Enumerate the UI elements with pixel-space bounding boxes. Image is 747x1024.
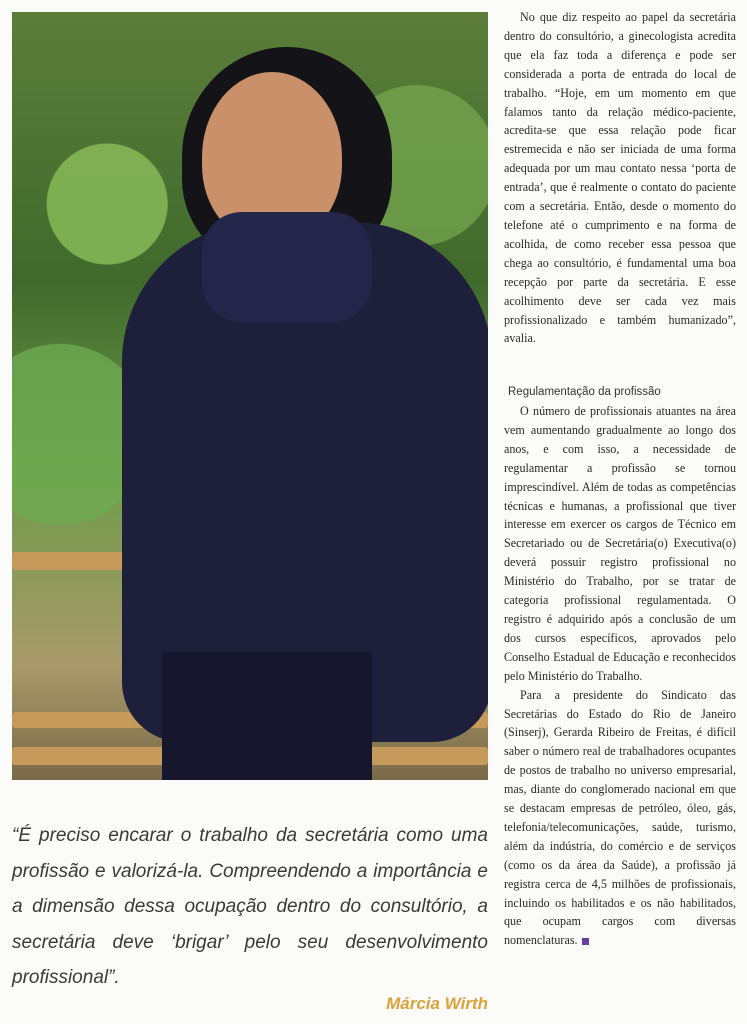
- article-paragraph: No que diz respeito ao papel da secretária dentro do consultório, a ginecologista acredita que ela faz toda a diferença e pode ser considerada a porta de entrada do local de trabalho. “Hoje, em um momento em que falamos tanto da relação médico-paciente, acredita-se que essa relação pode ficar estremecida e não ser iniciada de uma forma adequada por um mau contato nessa ‘porta de entrada’, que é realmente o contato do paciente com a secretária. Então, desde o momento do telefone até o cumprimento e na forma de acolhida, de como receber essa pessoa que chega ao consultório, é fundamental uma boa recepção por parte da secretária. E esse acolhimento deve ser cada vez mais profissionalizado e também humanizado”, avalia.: [504, 10, 736, 346]
- quote-author: Márcia Wirth: [386, 994, 488, 1013]
- pull-quote: “É preciso encarar o trabalho da secretária como uma profissão e valorizá-la. Compreendendo a importância e a dimensão dessa ocupação dentro do consultório, a secretária deve ‘brigar’ pelo seu desenvolvimento profissional”.: [12, 825, 488, 988]
- article-paragraph-last: [504, 686, 736, 951]
- article-paragraph: O número de profissionais atuantes na área vem aumentando gradualmente ao longo dos anos, e com isso, a necessidade de regulamentar a profissão se tornou imprescindível. Além de todas as competências técnicas e humanas, a profissional que tiver interesse em exercer os cargos de Técnico em Secretariado ou de Secretária(o) Executiva(o) deverá possuir registro profissional no Ministério do Trabalho, por se tratar de categoria profissional regulamentada. O registro é adquirido após a conclusão de um dos cursos específicos, aprovados pelo Conselho Estadual de Educação e reconhecidos pelo Ministério do Trabalho.: [504, 404, 736, 683]
- end-of-article-mark: [582, 938, 589, 945]
- article-column-top: [504, 8, 736, 348]
- portrait-photo: [12, 12, 488, 780]
- article-column-bottom: [504, 402, 736, 950]
- person-legs: [162, 652, 372, 780]
- article-paragraph-text: Para a presidente do Sindicato das Secretárias do Estado do Rio de Janeiro (Sinserj), Gerarda Ribeiro de Freitas, é difícil saber o número real de trabalhadores ocupantes de postos de trabalho no universo empresarial, mas, diante do conglomerado nacional em que se destacam empresas de petróleo, óleo, gás, telefonia/telecomunicações, saúde, turismo, além da indústria, do comércio e de serviços (como os da área da Saúde), a profissão já registra cerca de 4,5 milhões de profissionais, incluindo os habilitados e os não habilitados, que ocupam cargos com diversas nomenclaturas.: [504, 687, 736, 948]
- section-heading: Regulamentação da profissão: [508, 386, 661, 398]
- person-collar: [202, 212, 372, 322]
